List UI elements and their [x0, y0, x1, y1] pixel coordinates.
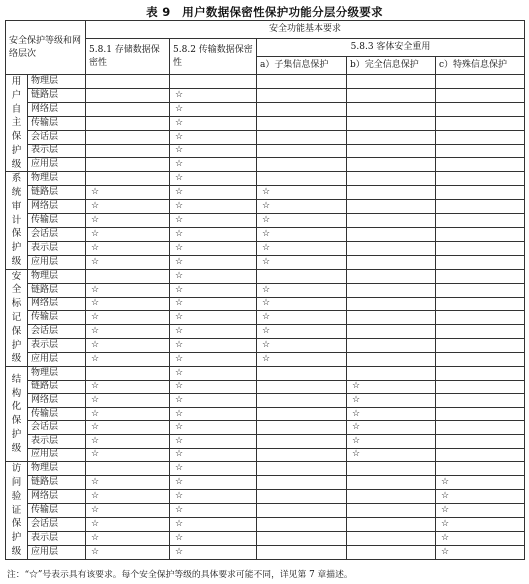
requirement-empty-cell	[257, 421, 347, 435]
requirement-star-cell: ☆	[86, 380, 170, 394]
requirement-star-cell: ☆	[170, 255, 257, 269]
requirement-empty-cell	[436, 339, 525, 353]
requirement-empty-cell	[436, 297, 525, 311]
table-row	[6, 503, 525, 517]
network-layer-label: 物理层	[28, 269, 86, 283]
requirement-empty-cell	[347, 517, 436, 531]
table-row	[6, 214, 525, 228]
requirement-empty-cell	[436, 380, 525, 394]
requirement-star-cell: ☆	[86, 200, 170, 214]
requirement-empty-cell	[257, 490, 347, 504]
table-row	[6, 186, 525, 200]
requirement-empty-cell	[86, 116, 170, 130]
requirement-empty-cell	[86, 367, 170, 381]
requirement-empty-cell	[347, 545, 436, 559]
table-row	[6, 102, 525, 116]
requirement-star-cell: ☆	[86, 394, 170, 408]
network-layer-label: 物理层	[28, 172, 86, 186]
requirement-empty-cell	[436, 283, 525, 297]
network-layer-label: 链路层	[28, 283, 86, 297]
table-row	[6, 311, 525, 325]
network-layer-label: 网络层	[28, 102, 86, 116]
requirement-star-cell: ☆	[86, 490, 170, 504]
requirement-empty-cell	[436, 75, 525, 89]
requirement-star-cell: ☆	[86, 435, 170, 449]
requirement-empty-cell	[347, 339, 436, 353]
table-row	[6, 545, 525, 559]
column-header-complete: b）完全信息保护	[347, 57, 436, 75]
requirement-empty-cell	[436, 462, 525, 476]
column-header-transmission: 5.8.2 传输数据保密性	[170, 39, 257, 75]
requirement-empty-cell	[436, 241, 525, 255]
requirement-empty-cell	[347, 311, 436, 325]
network-layer-label: 物理层	[28, 462, 86, 476]
table-row	[6, 227, 525, 241]
requirement-star-cell: ☆	[257, 186, 347, 200]
requirement-star-cell: ☆	[436, 531, 525, 545]
requirement-star-cell: ☆	[86, 517, 170, 531]
requirement-star-cell: ☆	[347, 421, 436, 435]
protection-level-label: 系统审计保护级	[6, 172, 28, 269]
requirement-star-cell: ☆	[347, 380, 436, 394]
requirement-star-cell: ☆	[347, 394, 436, 408]
protection-level-label: 安全标记保护级	[6, 269, 28, 366]
requirement-empty-cell	[436, 200, 525, 214]
basic-requirements-header: 安全功能基本要求	[86, 21, 525, 39]
requirement-empty-cell	[86, 102, 170, 116]
requirement-empty-cell	[257, 462, 347, 476]
network-layer-label: 表示层	[28, 435, 86, 449]
requirement-star-cell: ☆	[170, 517, 257, 531]
requirement-empty-cell	[347, 353, 436, 367]
requirement-star-cell: ☆	[86, 214, 170, 228]
table-row	[6, 367, 525, 381]
requirement-empty-cell	[347, 186, 436, 200]
network-layer-label: 物理层	[28, 75, 86, 89]
requirement-empty-cell	[86, 158, 170, 172]
requirement-star-cell: ☆	[436, 490, 525, 504]
requirement-star-cell: ☆	[170, 102, 257, 116]
requirement-empty-cell	[436, 421, 525, 435]
requirement-star-cell: ☆	[170, 130, 257, 144]
requirement-empty-cell	[436, 144, 525, 158]
requirement-star-cell: ☆	[86, 476, 170, 490]
network-layer-label: 链路层	[28, 476, 86, 490]
requirement-empty-cell	[347, 297, 436, 311]
requirement-empty-cell	[347, 367, 436, 381]
requirement-star-cell: ☆	[170, 172, 257, 186]
network-layer-label: 应用层	[28, 448, 86, 462]
table-row	[6, 448, 525, 462]
requirement-empty-cell	[86, 269, 170, 283]
requirement-empty-cell	[347, 158, 436, 172]
requirement-empty-cell	[347, 325, 436, 339]
requirement-empty-cell	[436, 227, 525, 241]
requirement-star-cell: ☆	[257, 214, 347, 228]
requirement-empty-cell	[347, 200, 436, 214]
requirement-star-cell: ☆	[86, 421, 170, 435]
table-row	[6, 531, 525, 545]
requirement-empty-cell	[347, 283, 436, 297]
requirement-star-cell: ☆	[170, 283, 257, 297]
network-layer-label: 传输层	[28, 214, 86, 228]
network-layer-label: 表示层	[28, 144, 86, 158]
requirement-star-cell: ☆	[170, 158, 257, 172]
requirement-empty-cell	[436, 269, 525, 283]
requirement-star-cell: ☆	[170, 353, 257, 367]
requirement-empty-cell	[257, 545, 347, 559]
requirement-empty-cell	[436, 435, 525, 449]
requirement-empty-cell	[347, 214, 436, 228]
network-layer-label: 传输层	[28, 116, 86, 130]
requirement-empty-cell	[257, 380, 347, 394]
requirement-star-cell: ☆	[170, 435, 257, 449]
requirement-empty-cell	[170, 75, 257, 89]
requirement-empty-cell	[347, 172, 436, 186]
requirement-empty-cell	[86, 130, 170, 144]
requirement-empty-cell	[257, 435, 347, 449]
column-header-subset: a）子集信息保护	[257, 57, 347, 75]
requirement-star-cell: ☆	[170, 186, 257, 200]
requirement-star-cell: ☆	[347, 407, 436, 421]
requirement-empty-cell	[257, 144, 347, 158]
requirement-star-cell: ☆	[86, 311, 170, 325]
requirement-star-cell: ☆	[257, 255, 347, 269]
requirement-star-cell: ☆	[436, 545, 525, 559]
requirement-star-cell: ☆	[257, 227, 347, 241]
table-row	[6, 462, 525, 476]
requirement-star-cell: ☆	[170, 367, 257, 381]
table-row	[6, 421, 525, 435]
requirement-empty-cell	[347, 490, 436, 504]
requirement-empty-cell	[436, 130, 525, 144]
requirement-empty-cell	[347, 116, 436, 130]
table-row	[6, 130, 525, 144]
requirement-empty-cell	[257, 448, 347, 462]
requirement-star-cell: ☆	[170, 421, 257, 435]
requirement-star-cell: ☆	[257, 297, 347, 311]
requirement-empty-cell	[436, 367, 525, 381]
table-row	[6, 172, 525, 186]
requirement-empty-cell	[347, 255, 436, 269]
requirements-table	[5, 20, 525, 560]
requirement-star-cell: ☆	[170, 227, 257, 241]
requirement-empty-cell	[436, 448, 525, 462]
table-row	[6, 255, 525, 269]
requirement-empty-cell	[347, 144, 436, 158]
requirement-empty-cell	[436, 186, 525, 200]
requirement-star-cell: ☆	[347, 448, 436, 462]
table-row	[6, 435, 525, 449]
requirement-empty-cell	[347, 102, 436, 116]
table-row	[6, 476, 525, 490]
table-row	[6, 241, 525, 255]
requirement-empty-cell	[347, 75, 436, 89]
requirement-empty-cell	[347, 462, 436, 476]
requirement-empty-cell	[86, 462, 170, 476]
requirement-star-cell: ☆	[170, 325, 257, 339]
requirement-star-cell: ☆	[257, 311, 347, 325]
requirement-star-cell: ☆	[436, 517, 525, 531]
requirement-star-cell: ☆	[86, 545, 170, 559]
requirement-star-cell: ☆	[347, 435, 436, 449]
table-row	[6, 517, 525, 531]
network-layer-label: 传输层	[28, 311, 86, 325]
requirement-empty-cell	[436, 311, 525, 325]
requirement-empty-cell	[436, 255, 525, 269]
requirement-star-cell: ☆	[436, 476, 525, 490]
table-row	[6, 297, 525, 311]
requirement-star-cell: ☆	[86, 448, 170, 462]
requirement-star-cell: ☆	[170, 394, 257, 408]
network-layer-label: 应用层	[28, 353, 86, 367]
network-layer-label: 链路层	[28, 88, 86, 102]
requirement-empty-cell	[257, 75, 347, 89]
requirement-empty-cell	[257, 517, 347, 531]
requirement-star-cell: ☆	[257, 241, 347, 255]
network-layer-label: 会话层	[28, 130, 86, 144]
requirement-star-cell: ☆	[170, 116, 257, 130]
network-layer-label: 表示层	[28, 531, 86, 545]
requirement-empty-cell	[257, 367, 347, 381]
requirement-empty-cell	[257, 269, 347, 283]
network-layer-label: 物理层	[28, 367, 86, 381]
requirement-empty-cell	[257, 172, 347, 186]
requirement-star-cell: ☆	[170, 241, 257, 255]
network-layer-label: 会话层	[28, 517, 86, 531]
requirement-empty-cell	[436, 88, 525, 102]
requirement-empty-cell	[436, 214, 525, 228]
requirement-empty-cell	[257, 394, 347, 408]
requirement-star-cell: ☆	[436, 503, 525, 517]
requirement-empty-cell	[257, 130, 347, 144]
requirement-star-cell: ☆	[170, 214, 257, 228]
protection-level-label: 访问验证保护级	[6, 462, 28, 559]
requirement-star-cell: ☆	[170, 297, 257, 311]
network-layer-label: 表示层	[28, 241, 86, 255]
requirement-star-cell: ☆	[86, 255, 170, 269]
requirement-star-cell: ☆	[86, 531, 170, 545]
requirement-empty-cell	[257, 503, 347, 517]
requirement-empty-cell	[436, 394, 525, 408]
requirement-empty-cell	[347, 88, 436, 102]
network-layer-label: 传输层	[28, 407, 86, 421]
requirement-empty-cell	[257, 158, 347, 172]
requirement-empty-cell	[347, 269, 436, 283]
requirement-star-cell: ☆	[86, 503, 170, 517]
network-layer-label: 网络层	[28, 490, 86, 504]
table-row	[6, 75, 525, 89]
table-row	[6, 394, 525, 408]
table-body	[6, 75, 525, 560]
table-row	[6, 88, 525, 102]
table-row	[6, 407, 525, 421]
requirement-star-cell: ☆	[257, 325, 347, 339]
requirement-star-cell: ☆	[86, 227, 170, 241]
requirement-star-cell: ☆	[170, 545, 257, 559]
network-layer-label: 链路层	[28, 186, 86, 200]
requirement-star-cell: ☆	[170, 407, 257, 421]
requirement-empty-cell	[436, 172, 525, 186]
requirement-star-cell: ☆	[170, 269, 257, 283]
requirement-star-cell: ☆	[170, 144, 257, 158]
requirement-star-cell: ☆	[257, 339, 347, 353]
network-layer-label: 链路层	[28, 380, 86, 394]
requirement-star-cell: ☆	[86, 283, 170, 297]
requirement-empty-cell	[257, 102, 347, 116]
table-row	[6, 353, 525, 367]
requirement-star-cell: ☆	[86, 407, 170, 421]
table-row	[6, 269, 525, 283]
requirement-star-cell: ☆	[86, 297, 170, 311]
requirement-star-cell: ☆	[170, 88, 257, 102]
table-row	[6, 490, 525, 504]
requirement-star-cell: ☆	[86, 325, 170, 339]
network-layer-label: 表示层	[28, 339, 86, 353]
protection-level-label: 结构化保护级	[6, 367, 28, 462]
requirement-empty-cell	[436, 102, 525, 116]
requirement-star-cell: ☆	[170, 200, 257, 214]
requirement-empty-cell	[86, 144, 170, 158]
requirement-empty-cell	[347, 241, 436, 255]
requirement-empty-cell	[436, 158, 525, 172]
network-layer-label: 网络层	[28, 200, 86, 214]
network-layer-label: 传输层	[28, 503, 86, 517]
requirement-empty-cell	[86, 75, 170, 89]
protection-level-label: 用户自主保护级	[6, 75, 28, 172]
requirement-star-cell: ☆	[170, 339, 257, 353]
network-layer-label: 网络层	[28, 297, 86, 311]
requirement-star-cell: ☆	[257, 283, 347, 297]
requirement-empty-cell	[347, 503, 436, 517]
requirement-empty-cell	[436, 116, 525, 130]
requirement-empty-cell	[347, 130, 436, 144]
table-row	[6, 200, 525, 214]
requirement-star-cell: ☆	[170, 380, 257, 394]
network-layer-label: 会话层	[28, 227, 86, 241]
requirement-empty-cell	[86, 172, 170, 186]
network-layer-label: 应用层	[28, 545, 86, 559]
requirement-star-cell: ☆	[257, 353, 347, 367]
requirement-empty-cell	[436, 325, 525, 339]
network-layer-label: 会话层	[28, 325, 86, 339]
requirement-empty-cell	[257, 116, 347, 130]
requirement-empty-cell	[86, 88, 170, 102]
table-title: 表 9 用户数据保密性保护功能分层分级要求	[146, 5, 383, 19]
requirement-star-cell: ☆	[86, 186, 170, 200]
table-row	[6, 116, 525, 130]
requirement-star-cell: ☆	[170, 462, 257, 476]
requirement-star-cell: ☆	[170, 476, 257, 490]
table-row	[6, 283, 525, 297]
table-row	[6, 325, 525, 339]
corner-header: 安全保护等级和网络层次	[6, 21, 86, 75]
table-row	[6, 339, 525, 353]
column-header-object-reuse: 5.8.3 客体安全重用	[257, 39, 525, 57]
requirement-empty-cell	[436, 353, 525, 367]
network-layer-label: 网络层	[28, 394, 86, 408]
requirement-star-cell: ☆	[257, 200, 347, 214]
requirement-star-cell: ☆	[86, 353, 170, 367]
network-layer-label: 应用层	[28, 255, 86, 269]
requirement-empty-cell	[436, 407, 525, 421]
table-row	[6, 380, 525, 394]
requirement-empty-cell	[347, 531, 436, 545]
requirement-star-cell: ☆	[170, 311, 257, 325]
requirement-empty-cell	[257, 531, 347, 545]
requirement-star-cell: ☆	[86, 339, 170, 353]
column-header-special: c）特殊信息保护	[436, 57, 525, 75]
requirement-star-cell: ☆	[170, 448, 257, 462]
requirement-empty-cell	[347, 227, 436, 241]
network-layer-label: 应用层	[28, 158, 86, 172]
requirement-empty-cell	[347, 476, 436, 490]
requirement-empty-cell	[257, 476, 347, 490]
table-row	[6, 144, 525, 158]
table-row	[6, 158, 525, 172]
requirement-star-cell: ☆	[170, 531, 257, 545]
requirement-empty-cell	[257, 407, 347, 421]
requirement-star-cell: ☆	[86, 241, 170, 255]
table-note: 注：“☆”号表示具有该要求。每个安全保护等级的具体要求可能不同，详见第 7 章描述。	[7, 570, 353, 580]
column-header-storage: 5.8.1 存储数据保密性	[86, 39, 170, 75]
network-layer-label: 会话层	[28, 421, 86, 435]
requirement-empty-cell	[257, 88, 347, 102]
requirement-star-cell: ☆	[170, 490, 257, 504]
requirement-star-cell: ☆	[170, 503, 257, 517]
